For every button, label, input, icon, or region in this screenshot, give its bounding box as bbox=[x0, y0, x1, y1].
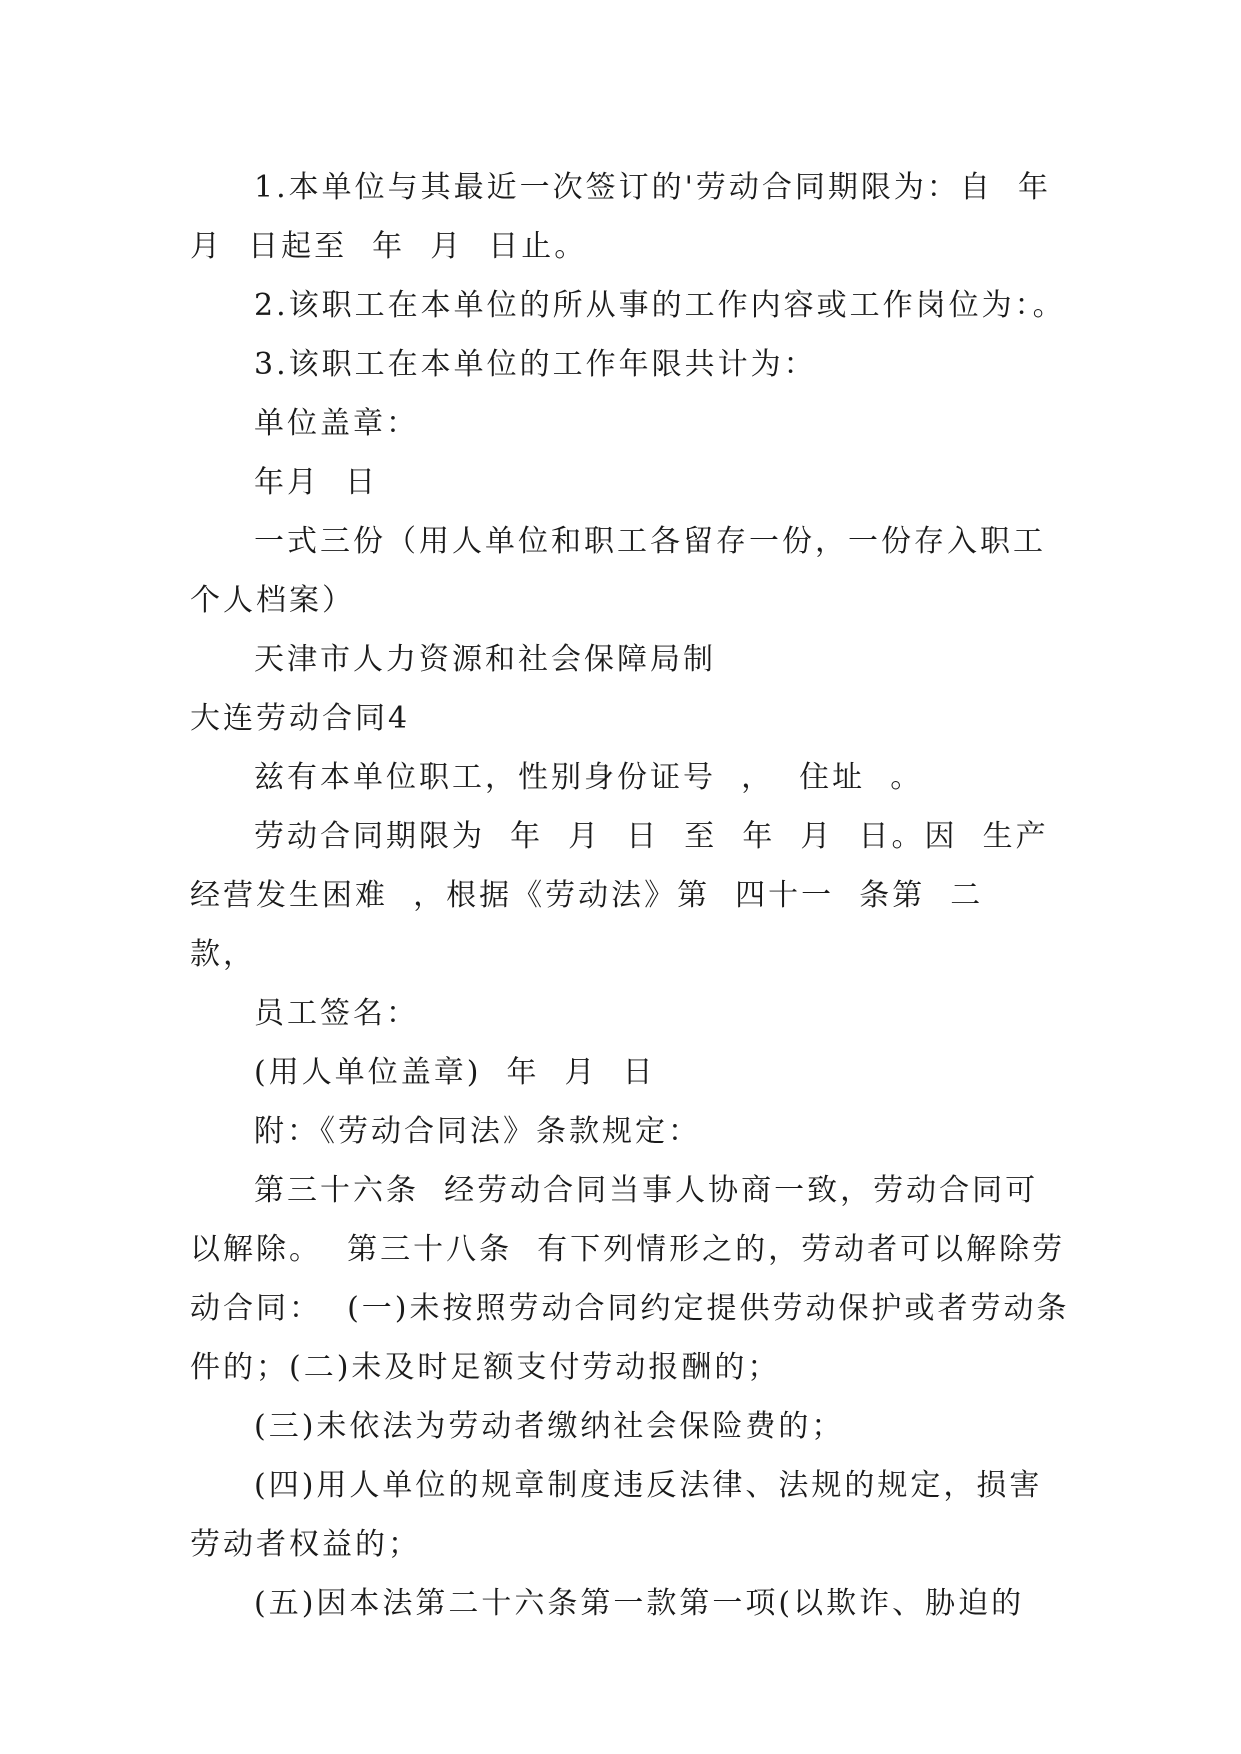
paragraph-appendix-heading: 附：《劳动合同法》条款规定： bbox=[254, 1114, 701, 1149]
document-body bbox=[190, 158, 1077, 1633]
paragraph-item-3: (三)未依法为劳动者缴纳社会保险费的； bbox=[254, 1409, 845, 1444]
paragraph-copies-note: 一式三份（用人单位和职工各留存一份，一份存入职工个人档案） bbox=[190, 524, 1046, 618]
paragraph-employer-seal-date: (用人单位盖章) 年 月 日 bbox=[254, 1055, 656, 1090]
paragraph-item-4: (四)用人单位的规章制度违反法律、法规的规定，损害劳动者权益的； bbox=[190, 1468, 1043, 1562]
paragraph-article-36-38: 第三十六条 经劳动合同当事人协商一致，劳动合同可以解除。 第三十八条 有下列情形之的，劳动者可以解除劳动合同： (一)未按照劳动合同约定提供劳动保护或者劳动条件的；(二)未及时足额支付劳动报酬的； bbox=[190, 1173, 1070, 1385]
paragraph-work-years: 3.该职工在本单位的工作年限共计为： bbox=[254, 347, 817, 382]
paragraph-item-5: (五)因本法第二十六条第一款第一项(以欺诈、胁迫的 bbox=[254, 1586, 1025, 1621]
section-heading: 大连劳动合同4 bbox=[190, 701, 411, 736]
paragraph-employee-info: 兹有本单位职工，性别身份证号 ， 住址 。 bbox=[254, 760, 924, 795]
paragraph-contract-period: 1.本单位与其最近一次签订的'劳动合同期限为：自 年 月 日起至 年 月 日止。 bbox=[190, 170, 1077, 264]
paragraph-unit-seal: 单位盖章： bbox=[254, 406, 419, 441]
paragraph-termination-reason: 劳动合同期限为 年 月 日 至 年 月 日。因 生产经营发生困难 ，根据《劳动法》第 四十一 条第 二 款， bbox=[190, 819, 1049, 972]
paragraph-date: 年月 日 bbox=[254, 465, 379, 500]
paragraph-job-content: 2.该职工在本单位的所从事的工作内容或工作岗位为：。 bbox=[254, 288, 1066, 323]
paragraph-issuer: 天津市人力资源和社会保障局制 bbox=[254, 642, 716, 677]
paragraph-employee-signature: 员工签名： bbox=[254, 996, 419, 1031]
